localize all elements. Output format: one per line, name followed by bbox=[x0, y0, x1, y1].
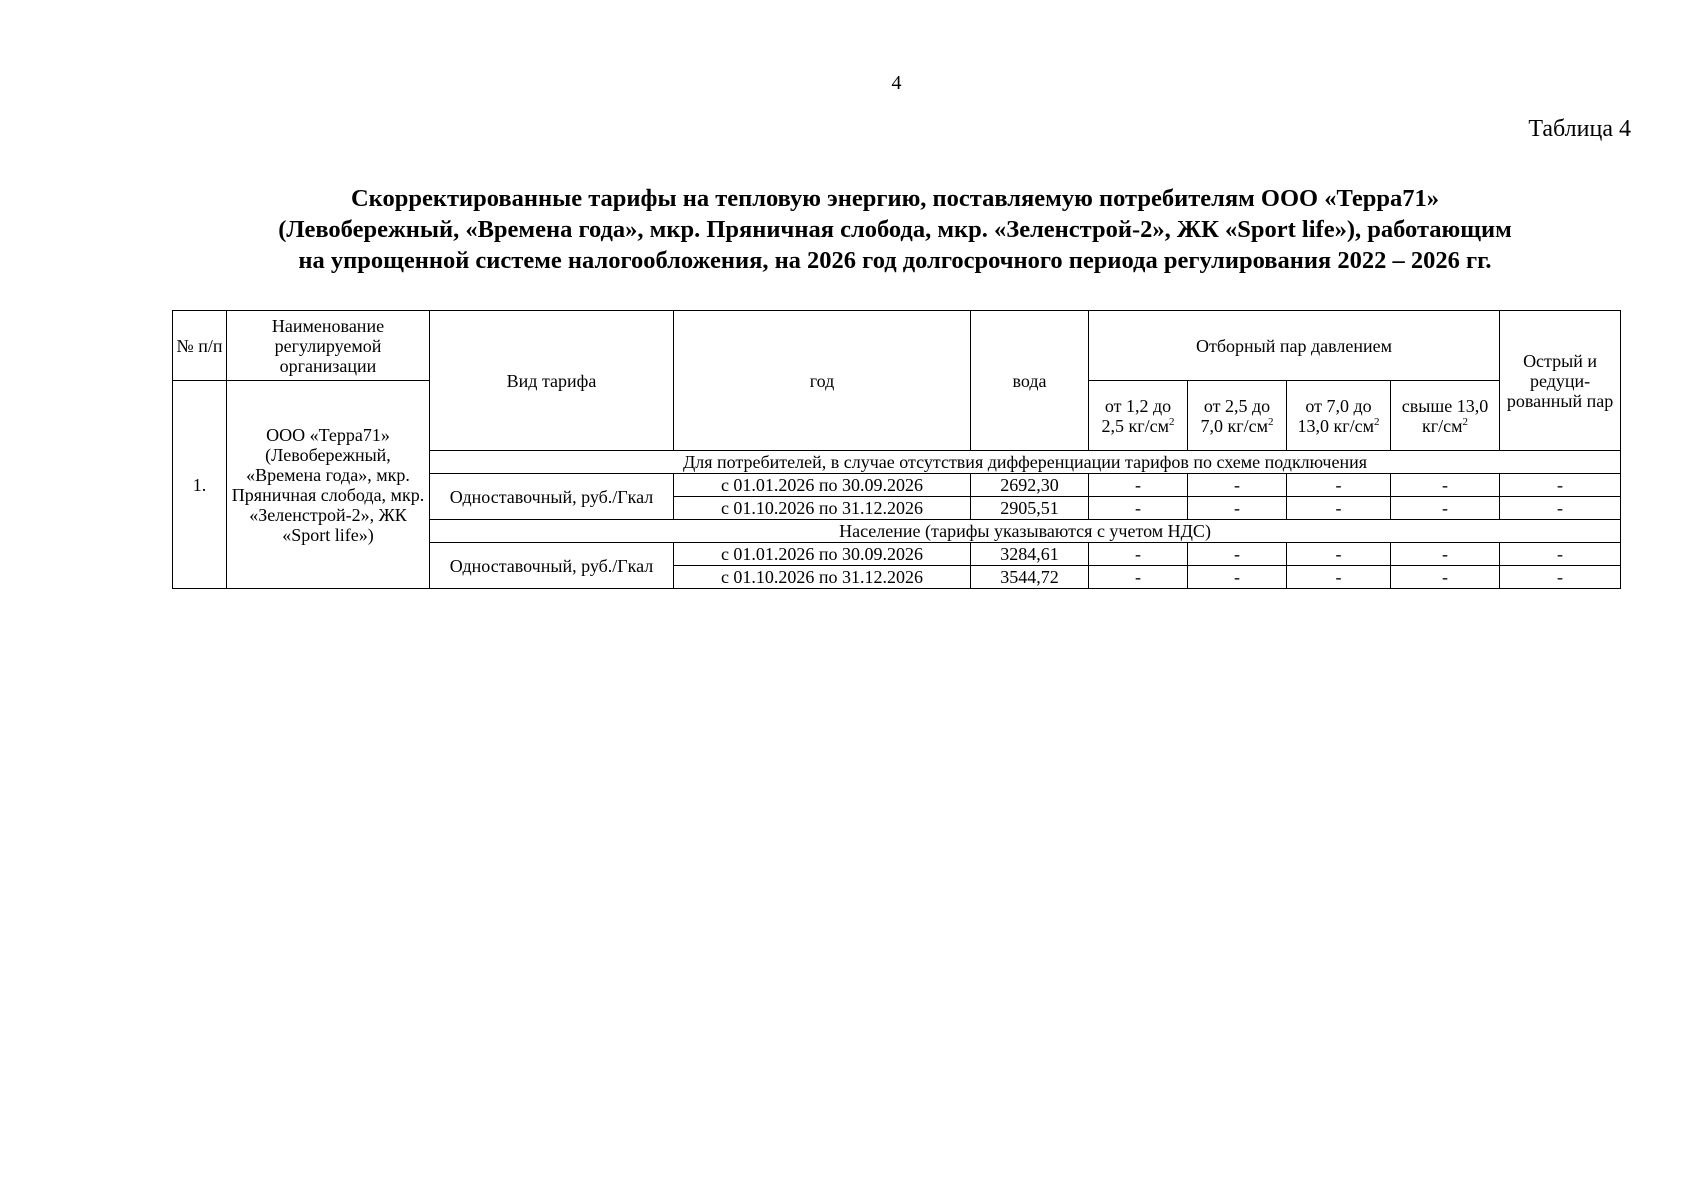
period-cell: с 01.10.2026 по 31.12.2026 bbox=[674, 497, 971, 520]
header-steam-4-text: свыше 13,0 кг/см bbox=[1401, 395, 1489, 436]
sup-2: 2 bbox=[1169, 415, 1175, 428]
header-sharp-steam: Острый и редуци-рованный пар bbox=[1500, 311, 1621, 451]
steam-4-cell: - bbox=[1391, 566, 1500, 589]
water-cell: 2692,30 bbox=[971, 474, 1089, 497]
steam-2-cell: - bbox=[1188, 474, 1287, 497]
tariff-type-cell: Одноставочный, руб./Гкал bbox=[430, 474, 674, 520]
steam-4-cell: - bbox=[1391, 543, 1500, 566]
sharp-steam-cell: - bbox=[1500, 566, 1621, 589]
steam-1-cell: - bbox=[1089, 497, 1188, 520]
steam-4-cell: - bbox=[1391, 474, 1500, 497]
period-cell: с 01.01.2026 по 30.09.2026 bbox=[674, 543, 971, 566]
steam-3-cell: - bbox=[1287, 497, 1391, 520]
steam-2-cell: - bbox=[1188, 566, 1287, 589]
title-line-1: Скорректированные тарифы на тепловую энергию, поставляемую потребителям ООО «Терра71» bbox=[350, 185, 1439, 212]
water-cell: 3544,72 bbox=[971, 566, 1089, 589]
sup-2: 2 bbox=[1462, 415, 1469, 428]
tariffs-table bbox=[172, 310, 1621, 589]
sharp-steam-cell: - bbox=[1500, 497, 1621, 520]
water-cell: 2905,51 bbox=[971, 497, 1089, 520]
period-cell: с 01.10.2026 по 31.12.2026 bbox=[674, 566, 971, 589]
header-org-name: Наименование регулируемой организации bbox=[227, 311, 430, 381]
steam-3-cell: - bbox=[1287, 474, 1391, 497]
sharp-steam-cell: - bbox=[1500, 474, 1621, 497]
steam-3-cell: - bbox=[1287, 543, 1391, 566]
header-row bbox=[173, 311, 1621, 381]
steam-4-cell: - bbox=[1391, 497, 1500, 520]
section-title: Для потребителей, в случае отсутствия дифференциации тарифов по схеме подключения bbox=[430, 451, 1621, 474]
title-line-3: на упрощенной системе налогообложения, на 2026 год долгосрочного периода регулирования 2022 – 2026 гг. bbox=[298, 247, 1492, 274]
header-steam-3 bbox=[1287, 381, 1391, 451]
document-title bbox=[160, 183, 1630, 276]
sup-2: 2 bbox=[1268, 415, 1274, 428]
header-steam-3-text: от 7,0 до 13,0 кг/см bbox=[1297, 395, 1374, 436]
water-cell: 3284,61 bbox=[971, 543, 1089, 566]
header-steam-1 bbox=[1089, 381, 1188, 451]
org-name: ООО «Терра71» (Левобережный, «Времена года», мкр. Пряничная слобода, мкр. «Зеленстрой-2», ЖК «Sport life») bbox=[227, 381, 430, 589]
steam-1-cell: - bbox=[1089, 566, 1188, 589]
table-caption: Таблица 4 bbox=[1528, 116, 1631, 142]
period-cell: с 01.01.2026 по 30.09.2026 bbox=[674, 474, 971, 497]
tariff-type-cell: Одноставочный, руб./Гкал bbox=[430, 543, 674, 589]
header-steam-2 bbox=[1188, 381, 1287, 451]
header-steam-2-text: от 2,5 до 7,0 кг/см bbox=[1200, 395, 1271, 436]
steam-3-cell: - bbox=[1287, 566, 1391, 589]
steam-1-cell: - bbox=[1089, 474, 1188, 497]
header-steam-4 bbox=[1391, 381, 1500, 451]
header-year: год bbox=[674, 311, 971, 451]
header-num: № п/п bbox=[173, 311, 227, 381]
header-steam-1-text: от 1,2 до 2,5 кг/см bbox=[1101, 395, 1172, 436]
sup-2: 2 bbox=[1374, 415, 1380, 428]
section-title: Население (тарифы указываются с учетом НДС) bbox=[430, 520, 1621, 543]
sharp-steam-cell: - bbox=[1500, 543, 1621, 566]
header-steam-group: Отборный пар давлением bbox=[1089, 311, 1500, 381]
header-tariff-type: Вид тарифа bbox=[430, 311, 674, 451]
header-water: вода bbox=[971, 311, 1089, 451]
steam-2-cell: - bbox=[1188, 543, 1287, 566]
steam-2-cell: - bbox=[1188, 497, 1287, 520]
title-line-2: (Левобережный, «Времена года», мкр. Пряничная слобода, мкр. «Зеленстрой-2», ЖК «Sport life»), работающим bbox=[278, 216, 1512, 243]
page-number: 4 bbox=[891, 72, 902, 94]
org-num: 1. bbox=[173, 381, 227, 589]
steam-1-cell: - bbox=[1089, 543, 1188, 566]
